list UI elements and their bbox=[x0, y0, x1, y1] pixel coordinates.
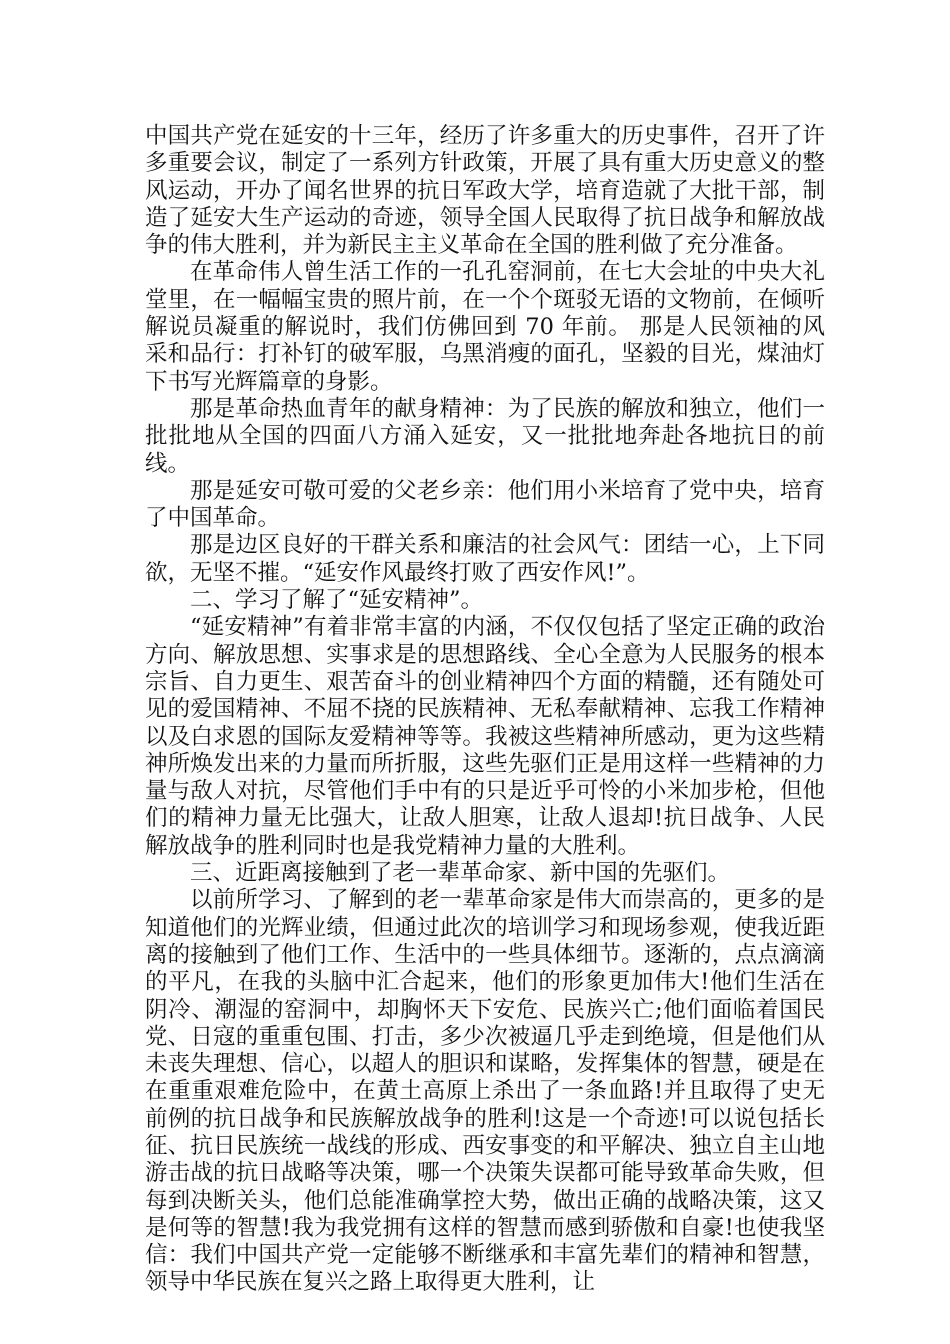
paragraph-cave-dwellings: 在革命伟人曾生活工作的一孔孔窑洞前，在七大会址的中央大礼堂里，在一幅幅宝贵的照片前，在一个个斑驳无语的文物前，在倾听解说员凝重的解说时，我们仿佛回到 70 年前。 那是人民领袖的风采和品行：打补钉的破军服，乌黑消瘦的面孔，坚毅的目光，煤油灯下书写光辉篇章的身影。 bbox=[145, 259, 825, 395]
paragraph-pioneers: 以前所学习、了解到的老一辈革命家是伟大而崇高的，更多的是知道他们的光辉业绩，但通过此次的培训学习和现场参观，使我近距离的接触到了他们工作、生活中的一些具体细节。逐渐的，点点滴滴的平凡，在我的头脑中汇合起来，他们的形象更加伟大!他们生活在阴冷、潮湿的窑洞中，却胸怀天下安危、民族兴亡;他们面临着国民党、日寇的重重包围、打击，多少次被逼几乎走到绝境，但是他们从未丧失理想、信心，以超人的胆识和谋略，发挥集体的智慧，硬是在在重重艰难危险中，在黄土高原上杀出了一条血路!并且取得了史无前例的抗日战争和民族解放战争的胜利!这是一个奇迹!可以说包括长征、抗日民族统一战线的形成、西安事变的和平解决、独立自主山地游击战的抗日战略等决策，哪一个决策失误都可能导致革命失败，但每到决断关头，他们总能准确掌控大势，做出正确的战略决策，这又是何等的智慧!我为我党拥有这样的智慧而感到骄傲和自豪!也使我坚信：我们中国共产党一定能够不断继承和丰富先辈们的精神和智慧，领导中华民族在复兴之路上取得更大胜利，让 bbox=[145, 887, 825, 1296]
paragraph-yanan-villagers: 那是延安可敬可爱的父老乡亲：他们用小米培育了党中央，培育了中国革命。 bbox=[145, 477, 825, 532]
paragraph-revolutionary-youth: 那是革命热血青年的献身精神：为了民族的解放和独立，他们一批批地从全国的四面八方涌入延安，又一批批地奔赴各地抗日的前线。 bbox=[145, 395, 825, 477]
paragraph-yanan-thirteen-years: 中国共产党在延安的十三年，经历了许多重大的历史事件，召开了许多重要会议，制定了一系列方针政策，开展了具有重大历史意义的整风运动，开办了闻名世界的抗日军政大学，培育造就了大批干部，制造了延安大生产运动的奇迹，领导全国人民取得了抗日战争和解放战争的伟大胜利，并为新民主主义革命在全国的胜利做了充分准备。 bbox=[145, 123, 825, 259]
paragraph-social-atmosphere: 那是边区良好的干群关系和廉洁的社会风气：团结一心，上下同欲，无坚不摧。“延安作风最终打败了西安作风!”。 bbox=[145, 532, 825, 586]
paragraph-yanan-spirit: “延安精神”有着非常丰富的内涵，不仅仅包括了坚定正确的政治方向、解放思想、实事求是的思想路线、全心全意为人民服务的根本宗旨、自力更生、艰苦奋斗的创业精神四个方面的精髓，还有随处可见的爱国精神、不屈不挠的民族精神、无私奉献精神、忘我工作精神以及白求恩的国际友爱精神等等。我被这些精神所感动，更为这些精神所焕发出来的力量而所折服，这些先驱们正是用这样一些精神的力量与敌人对抗，尽管他们手中有的只是近乎可怜的小米加步枪，但他们的精神力量无比强大，让敌人胆寒，让敌人退却!抗日战争、人民解放战争的胜利同时也是我党精神力量的大胜利。 bbox=[145, 614, 825, 859]
section-heading-pioneers: 三、近距离接触到了老一辈革命家、新中国的先驱们。 bbox=[190, 860, 731, 887]
document-body bbox=[145, 123, 825, 1297]
section-heading-yanan-spirit: 二、学习了解了“延安精神”。 bbox=[190, 587, 484, 614]
